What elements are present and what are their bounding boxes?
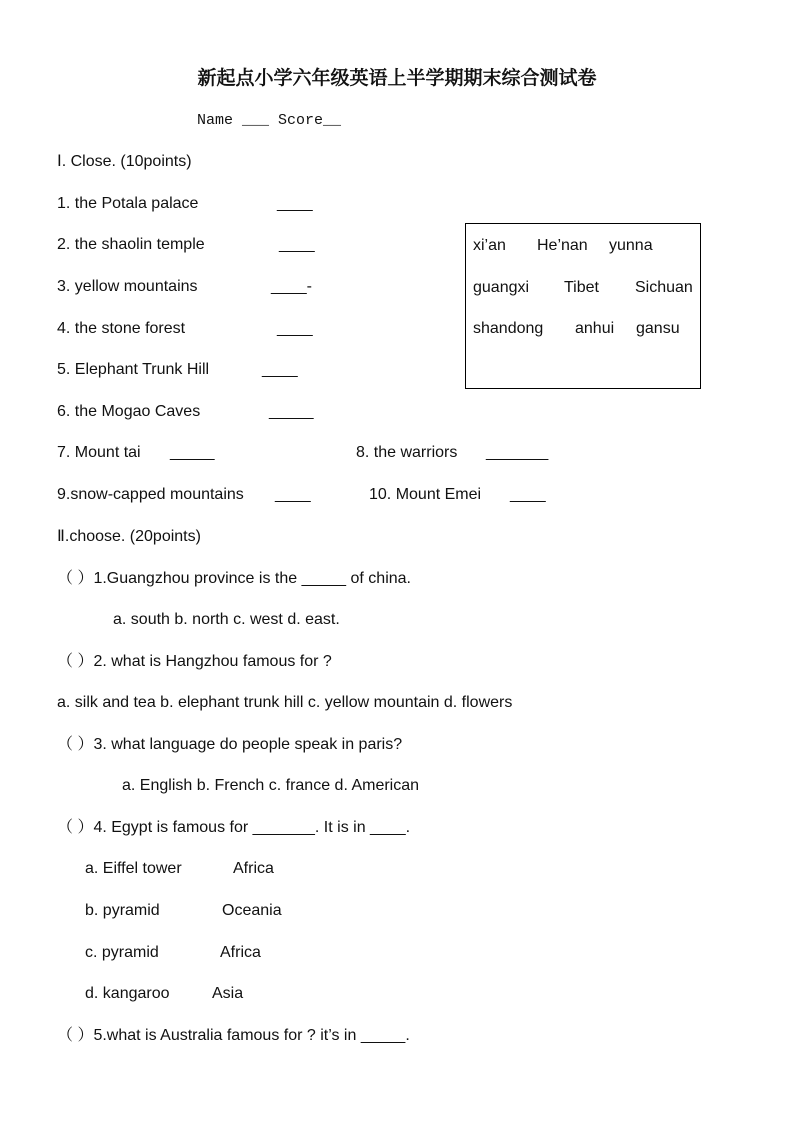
question-3: （ ）3. what language do people speak in paris? xyxy=(57,736,403,753)
section2-heading: Ⅱ.choose. (20points) xyxy=(57,528,201,545)
item-7: 7. Mount tai xyxy=(57,444,141,461)
question-4-option-continent: Africa xyxy=(233,860,274,877)
word-box-word: Sichuan xyxy=(635,279,693,296)
item-9: 9.snow-capped mountains xyxy=(57,486,244,503)
item-10: 10. Mount Emei xyxy=(369,486,482,503)
item-8-blank[interactable]: _______ xyxy=(486,444,549,461)
word-box-word: Tibet xyxy=(564,279,599,296)
word-box-word: shandong xyxy=(473,320,544,337)
item-5: 5. Elephant Trunk Hill xyxy=(57,361,210,378)
question-5: （ ）5.what is Australia famous for ? it’s in _____. xyxy=(57,1027,410,1044)
item-4: 4. the stone forest xyxy=(57,320,186,337)
page-title: 新起点小学六年级英语上半学期期末综合测试卷 xyxy=(197,67,597,89)
item-6: 6. the Mogao Caves xyxy=(57,403,201,420)
word-box-word: xi’an xyxy=(473,237,506,254)
item-10-blank[interactable]: ____ xyxy=(510,486,546,503)
word-box-word: yunna xyxy=(609,237,653,254)
question-4-option: c. pyramid xyxy=(85,944,159,961)
item-8: 8. the warriors xyxy=(356,444,458,461)
item-3: 3. yellow mountains xyxy=(57,278,198,295)
name-score-line: Name ___ Score__ xyxy=(197,112,342,129)
item-3-blank[interactable]: ____- xyxy=(271,278,312,295)
question-4-option-continent: Oceania xyxy=(222,902,282,919)
item-2: 2. the shaolin temple xyxy=(57,236,205,253)
item-5-blank[interactable]: ____ xyxy=(262,361,298,378)
question-4-option: a. Eiffel tower xyxy=(85,860,182,877)
item-7-blank[interactable]: _____ xyxy=(170,444,215,461)
word-box-word: gansu xyxy=(636,320,680,337)
question-1: （ ）1.Guangzhou province is the _____ of china. xyxy=(57,570,412,587)
question-3-options: a. English b. French c. france d. American xyxy=(122,777,420,794)
item-2-blank[interactable]: ____ xyxy=(279,236,315,253)
item-1-blank[interactable]: ____ xyxy=(277,195,313,212)
question-2: （ ）2. what is Hangzhou famous for ? xyxy=(57,653,332,670)
question-4-option: d. kangaroo xyxy=(85,985,170,1002)
question-4: （ ）4. Egypt is famous for _______. It is in ____. xyxy=(57,819,411,836)
section1-heading: Ⅰ. Close. (10points) xyxy=(57,153,192,170)
item-4-blank[interactable]: ____ xyxy=(277,320,313,337)
question-1-options: a. south b. north c. west d. east. xyxy=(113,611,340,628)
word-box-word: He’nan xyxy=(537,237,588,254)
item-6-blank[interactable]: _____ xyxy=(269,403,314,420)
word-box-word: guangxi xyxy=(473,279,530,296)
question-4-option: b. pyramid xyxy=(85,902,160,919)
word-box-word: anhui xyxy=(575,320,615,337)
question-4-option-continent: Asia xyxy=(212,985,244,1002)
item-1: 1. the Potala palace xyxy=(57,195,199,212)
item-9-blank[interactable]: ____ xyxy=(275,486,311,503)
question-2-options: a. silk and tea b. elephant trunk hill c. yellow mountain d. flowers xyxy=(57,694,513,711)
question-4-option-continent: Africa xyxy=(220,944,261,961)
